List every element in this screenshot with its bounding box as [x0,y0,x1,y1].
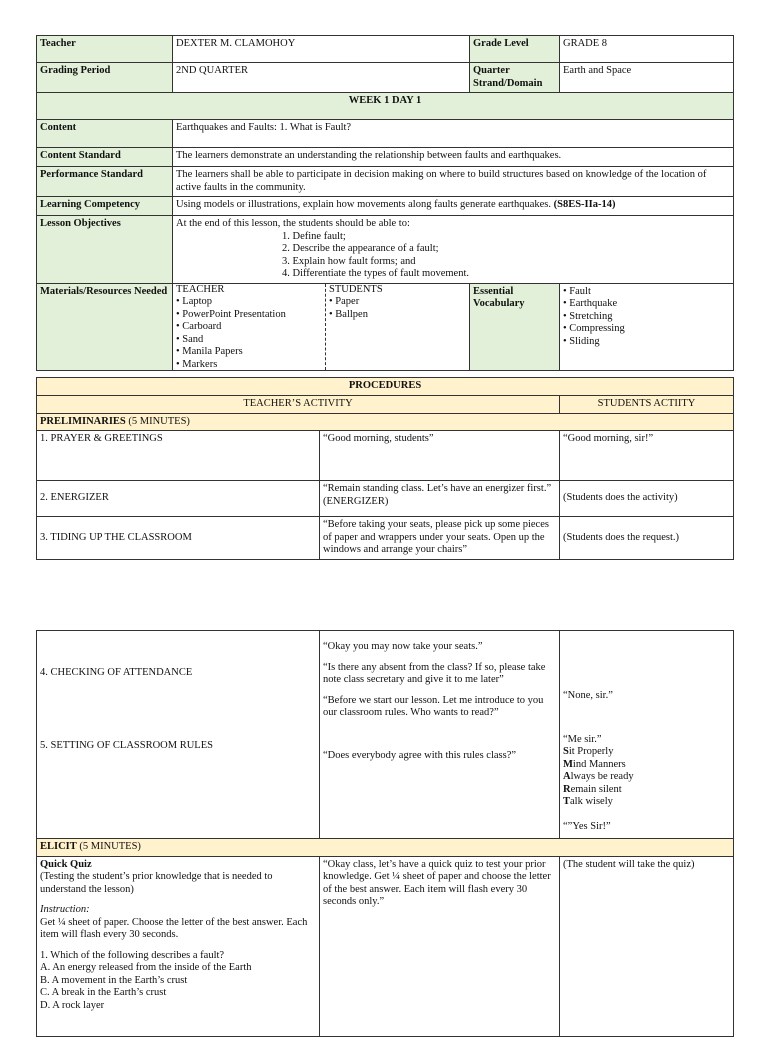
teacher-absent: “Is there any absent from the class? If so, please take note class secretary and give it to me later” [323,661,546,685]
materials-cell [173,283,470,370]
choice-a: A. An energy released from the inside of the Earth [40,962,252,973]
choice-b: B. A movement in the Earth’s crust [40,974,188,986]
student-energizer-text: (Students does the activity) [563,492,678,504]
vocabulary-cell [560,283,734,370]
student-me: “Me sir.” [563,733,602,745]
preliminaries-header [37,413,734,431]
teacher-rules: “Before we start our lesson. Let me introduce to you our classroom rules. Who wants to read?” [323,694,544,718]
rule-initial: A [563,771,571,782]
teacher-materials [173,284,326,370]
content-label: Content [37,120,173,148]
rule-item [563,771,730,784]
period-value: 2ND QUARTER [173,63,470,93]
learning-competency-code: (S8ES-IIa-14) [553,199,616,210]
question-1: 1. Which of the following describes a fault? [40,949,225,961]
rule-text: ind Manners [572,758,626,770]
teacher-greeting: “Good morning, students” [320,431,560,481]
rule-item [563,796,730,809]
elicit-time: (5 MINUTES) [79,841,141,852]
student-materials-header: STUDENTS [329,283,383,295]
rule-initial: T [563,796,571,807]
preliminaries-time: (5 MINUTES) [128,415,190,427]
content-standard-label: Content Standard [37,148,173,167]
students-activity-header: STUDENTS ACTIITY [560,395,734,413]
content-standard-value: The learners demonstrate an understanding the relationship between faults and earthquakes. [173,148,734,167]
elicit-label: ELICIT [40,841,77,852]
student-energizer [560,481,734,517]
material-item: • Paper [329,296,360,307]
choice-d: D. A rock layer [40,999,105,1011]
objective-item: 4. Differentiate the types of fault movement. [282,268,469,279]
performance-standard-label: Performance Standard [37,167,173,197]
step-energizer [37,481,320,517]
performance-standard-value: The learners shall be able to participate in decision making on where to build structures based on knowledge of the location of active faults in the community. [173,167,734,197]
student-materials [326,284,386,370]
objective-item: 3. Explain how fault forms; and [282,255,416,267]
step-tidying [37,517,320,560]
teacher-agree: “Does everybody agree with this rules class?” [323,749,517,761]
preliminaries-label: PRELIMINARIES [40,415,126,427]
material-item: • Laptop [176,296,213,307]
teacher-materials-header: TEACHER [176,283,225,295]
rule-initial: M [563,758,573,770]
vocabulary-item: • Stretching [563,310,613,322]
student-cell [560,631,734,839]
strand-label: Quarter Strand/Domain [470,63,560,93]
rule-item [563,746,730,759]
teacher-quiz: “Okay class, let’s have a quick quiz to test your prior knowledge. Get ¼ sheet of paper and choose the letter of the best answer. Each item will flash every 30 seconds only.” [320,856,560,1036]
rule-item [563,759,730,772]
rule-item [563,784,730,797]
rule-initial: R [563,783,571,795]
step-attendance: 4. CHECKING OF ATTENDANCE [40,667,193,678]
step-energizer-text: 2. ENERGIZER [40,492,109,504]
learning-competency-value [173,197,734,216]
materials-label: Materials/Resources Needed [37,283,173,370]
elicit-header [37,839,734,857]
step-prayer: 1. PRAYER & GREETINGS [37,431,320,481]
quiz-description: (Testing the student’s prior knowledge that is needed to understand the lesson) [40,871,273,895]
vocabulary-item: • Earthquake [563,298,618,309]
objectives-intro: At the end of this lesson, the students should be able to: [176,218,410,229]
quiz-cell [37,856,320,1036]
instruction-label: Instruction: [40,904,90,915]
period-label: Grading Period [37,63,173,93]
rule-initial: S [563,746,569,757]
material-item: • Sand [176,333,204,345]
teacher-activity-header: TEACHER’S ACTIVITY [37,395,560,413]
instruction-text: Get ¼ sheet of paper. Choose the letter of the best answer. Each item will flash every 30 seconds. [40,916,308,940]
objective-item: 2. Describe the appearance of a fault; [282,243,439,254]
objectives-label: Lesson Objectives [37,216,173,284]
procedures-continued-table [36,630,734,1037]
vocabulary-label: Essential Vocabulary [470,283,560,370]
procedures-title: PROCEDURES [37,378,734,396]
vocabulary-item: • Compressing [563,323,625,334]
teacher-energizer: “Remain standing class. Let’s have an energizer first.” (ENERGIZER) [320,481,560,517]
objectives-cell [173,216,734,284]
grade-label: Grade Level [470,36,560,63]
step-tidying-text: 3. TIDING UP THE CLASSROOM [40,531,192,543]
teacher-label: Teacher [37,36,173,63]
content-value: Earthquakes and Faults: 1. What is Fault? [173,120,734,148]
teacher-value: DEXTER M. CLAMOHOY [173,36,470,63]
learning-competency-label: Learning Competency [37,197,173,216]
strand-value: Earth and Space [560,63,734,93]
choice-c: C. A break in the Earth’s crust [40,987,167,998]
teacher-tidying: “Before taking your seats, please pick up some pieces of paper and wrappers under your seats. Open up the windows and arrange your chairs” [320,517,560,560]
steps-cell [37,631,320,839]
lesson-info-table [36,35,734,371]
vocabulary-item: • Sliding [563,335,600,347]
rule-text: lways be ready [570,771,634,782]
procedures-table [36,377,734,560]
student-none: “None, sir.” [563,690,613,701]
rule-text: it Properly [568,746,614,757]
week-label: WEEK 1 DAY 1 [37,93,734,120]
student-tidying-text: (Students does the request.) [563,531,680,543]
material-item: • Manila Papers [176,346,243,357]
step-rules: 5. SETTING OF CLASSROOM RULES [40,739,213,751]
material-item: • Markers [176,358,218,370]
student-tidying [560,517,734,560]
student-yes: “”Yes Sir!” [563,820,611,832]
quiz-title: Quick Quiz [40,858,92,870]
material-item: • Ballpen [329,308,368,320]
grade-value: GRADE 8 [560,36,734,63]
rule-text: emain silent [570,783,622,795]
student-greeting: “Good morning, sir!” [560,431,734,481]
teacher-seats: “Okay you may now take your seats.” [323,641,483,652]
material-item: • Carboard [176,321,222,332]
learning-competency-text: Using models or illustrations, explain how movements along faults generate earthquakes. [176,199,551,210]
objective-item: 1. Define fault; [282,230,346,242]
material-item: • PowerPoint Presentation [176,308,286,320]
rule-text: alk wisely [570,796,613,807]
vocabulary-item: • Fault [563,285,591,297]
student-quiz: (The student will take the quiz) [560,856,734,1036]
teacher-cell [320,631,560,839]
